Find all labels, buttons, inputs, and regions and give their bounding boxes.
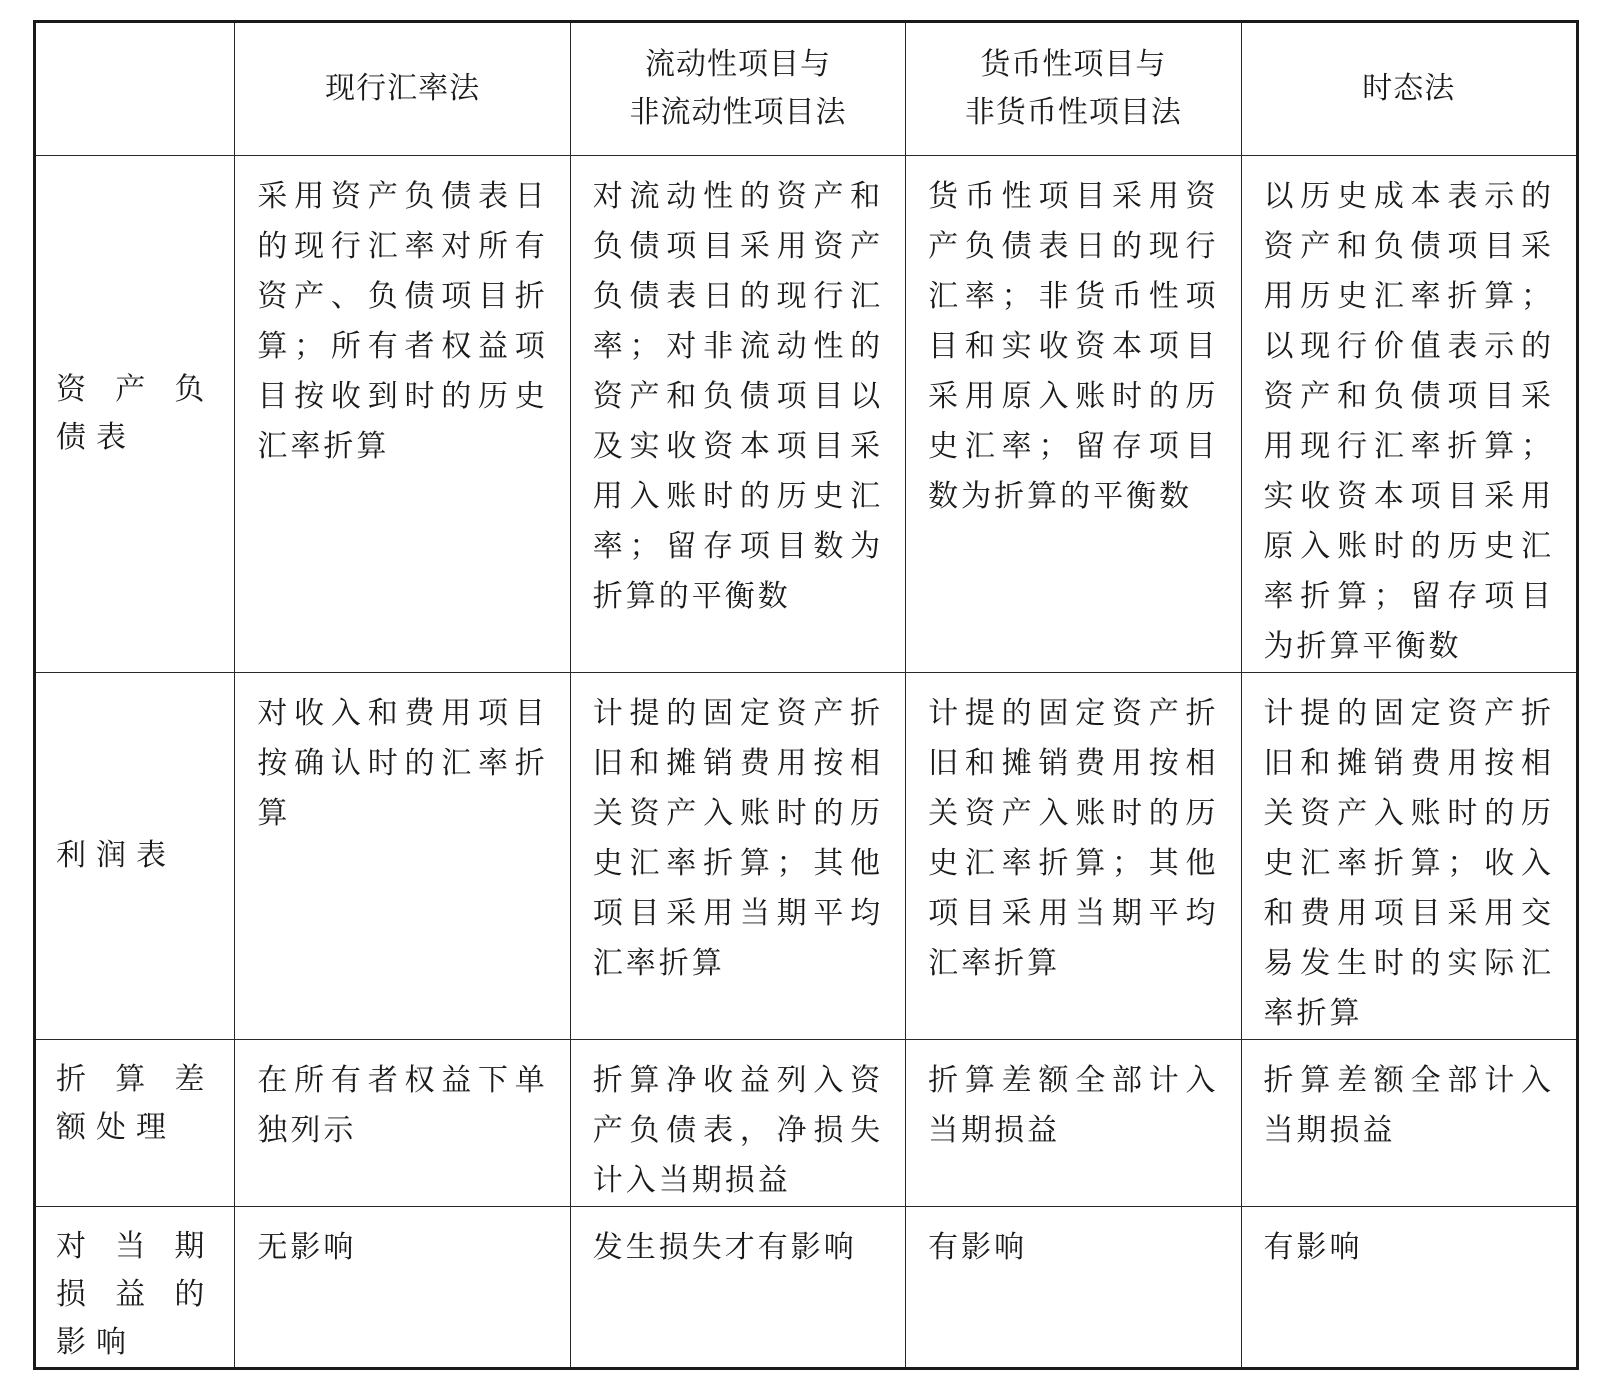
row-header: 利润表	[35, 673, 235, 1040]
table-cell: 采用资产负债表日的现行汇率对所有资产、负债项目折算；所有者权益项目按收到时的历史汇率折算	[235, 156, 570, 673]
table-row-translation-difference	[35, 1040, 1578, 1207]
table-cell: 计提的固定资产折旧和摊销费用按相关资产入账时的历史汇率折算；其他项目采用当期平均汇率折算	[906, 673, 1241, 1040]
column-header-monetary-nonmonetary: 货币性项目与 非货币性项目法	[906, 22, 1241, 156]
header-row	[35, 22, 1578, 156]
row-header: 资产负债表	[35, 156, 235, 673]
table-cell: 有影响	[1241, 1207, 1577, 1369]
table-cell: 折算净收益列入资产负债表，净损失计入当期损益	[570, 1040, 905, 1207]
table-cell: 对流动性的资产和负债项目采用资产负债表日的现行汇率；对非流动性的资产和负债项目以及实收资本项目采用入账时的历史汇率；留存项目数为折算的平衡数	[570, 156, 905, 673]
table-row-current-profit-impact	[35, 1207, 1578, 1369]
table-cell: 有影响	[906, 1207, 1241, 1369]
table-cell: 在所有者权益下单独列示	[235, 1040, 570, 1207]
table-cell: 发生损失才有影响	[570, 1207, 905, 1369]
table-cell: 对收入和费用项目按确认时的汇率折算	[235, 673, 570, 1040]
comparison-table	[33, 20, 1579, 1370]
table-row-income-statement	[35, 673, 1578, 1040]
column-header-temporal: 时态法	[1241, 22, 1577, 156]
table-cell: 无影响	[235, 1207, 570, 1369]
row-header: 折算差额处理	[35, 1040, 235, 1207]
table-cell: 计提的固定资产折旧和摊销费用按相关资产入账时的历史汇率折算；收入和费用项目采用交易发生时的实际汇率折算	[1241, 673, 1577, 1040]
column-header-current-rate: 现行汇率法	[235, 22, 570, 156]
row-header: 对当期损益的影响	[35, 1207, 235, 1369]
table-cell: 折算差额全部计入当期损益	[906, 1040, 1241, 1207]
document-page	[33, 20, 1579, 1370]
table-cell: 折算差额全部计入当期损益	[1241, 1040, 1577, 1207]
table-row-balance-sheet	[35, 156, 1578, 673]
table-cell: 以历史成本表示的资产和负债项目采用历史汇率折算；以现行价值表示的资产和负债项目采用现行汇率折算；实收资本项目采用原入账时的历史汇率折算；留存项目为折算平衡数	[1241, 156, 1577, 673]
column-header-current-noncurrent: 流动性项目与 非流动性项目法	[570, 22, 905, 156]
table-cell: 货币性项目采用资产负债表日的现行汇率；非货币性项目和实收资本项目采用原入账时的历史汇率；留存项目数为折算的平衡数	[906, 156, 1241, 673]
table-cell: 计提的固定资产折旧和摊销费用按相关资产入账时的历史汇率折算；其他项目采用当期平均汇率折算	[570, 673, 905, 1040]
header-corner	[35, 22, 235, 156]
